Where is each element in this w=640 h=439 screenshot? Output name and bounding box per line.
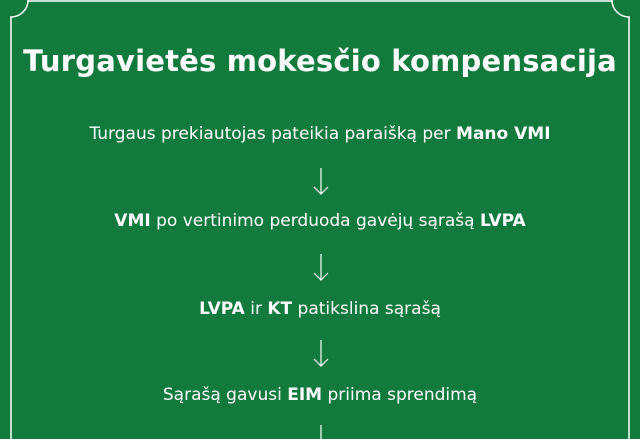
step-text: Turgaus prekiautojas pateikia paraišką per [89,124,457,144]
step-entity-label: KT [267,299,293,319]
flow-step-3 [0,299,640,319]
step-text: Sąrašą gavusi [162,385,288,405]
step-entity-label: EIM [287,385,323,405]
down-arrow-icon [311,340,331,372]
down-arrow-icon [311,168,331,200]
step-entity-label: LVPA [479,211,526,231]
step-text: priima sprendimą [322,385,478,405]
step-entity-label: LVPA [199,299,245,319]
diagram-title: Turgavietės mokesčio kompensacija [23,44,617,78]
down-arrow-icon [311,254,331,286]
step-text: patikslina sąrašą [292,299,441,319]
step-text: po vertinimo perduoda gavėjų sąrašą [150,211,480,231]
step-entity-label: VMI [114,211,151,231]
step-text: ir [244,299,268,319]
flow-step-2 [0,211,640,231]
down-arrow-connector [311,425,331,439]
flow-step-1 [0,124,640,144]
flow-step-4 [0,385,640,405]
step-entity-label: Mano VMI [456,124,551,144]
